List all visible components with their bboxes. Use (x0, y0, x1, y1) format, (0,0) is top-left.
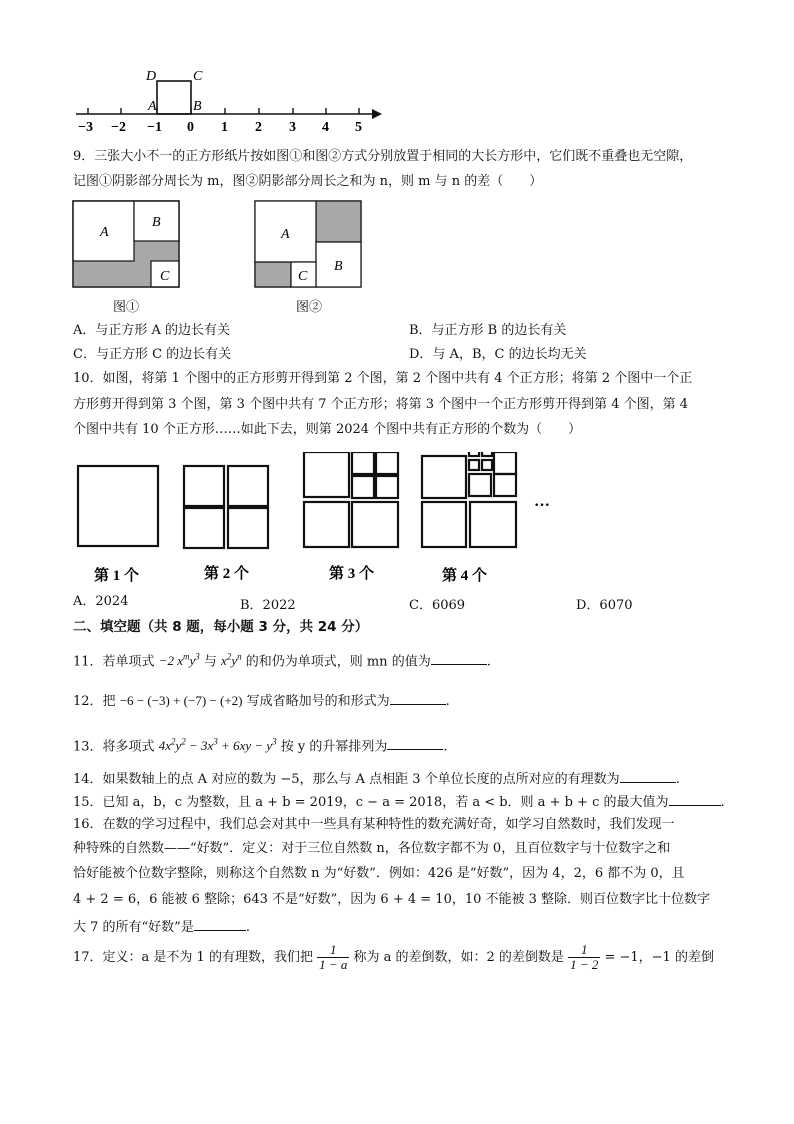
q13: 13．将多项式 $4x^2y^2 - 3x^3 + 6xy - y^3$ 按 y 的升幂排列为 . (73, 737, 448, 755)
point-c-label: C (193, 69, 203, 84)
q16-line2: 种特殊的自然数——“好数”．定义：对于三位自然数 n，各位数字都不为 0，且百位数字与十位数字之和 (73, 841, 671, 856)
answer-blank[interactable] (390, 692, 446, 705)
q14-text: 14．如果数轴上的点 A 对应的数为 −5，那么与 A 点相距 3 个单位长度的点所对应的有理数为 (73, 772, 620, 787)
q10-figure (74, 452, 554, 590)
q13-suffix: 按 y 的升幂排列为 (276, 739, 388, 755)
q10-option-a: A．2024 (73, 594, 129, 609)
q12-expression: −6 − (−3) + (−7) − (+2) (119, 693, 243, 708)
q9-figure-1 (72, 200, 182, 290)
tick-label: 3 (289, 120, 296, 134)
point-a-label: A (148, 99, 157, 114)
point-d-label: D (146, 69, 157, 84)
q17-tail: = −1，−1 的差倒 (600, 950, 714, 965)
q9-text-line2: 记图①阴影部分周长为 m，图②阴影部分周长之和为 n，则 m 与 n 的差（ ） (73, 174, 543, 189)
q9-fig2-caption: 图② (296, 300, 323, 315)
q11-prefix: 11．若单项式 (73, 654, 159, 670)
q11-mid: 与 (199, 654, 222, 670)
tick-label: −3 (78, 120, 93, 134)
q9-option-d: D．与 A，B，C 的边长均无关 (409, 347, 587, 362)
answer-blank[interactable] (431, 652, 487, 665)
square-c-label: C (160, 269, 170, 284)
q9-fig1-caption: 图① (113, 300, 140, 315)
q10-caption: 第 4 个 (442, 568, 488, 584)
q12-suffix: 写成省略加号的和形式为 (242, 694, 390, 709)
q11-suffix: 的和仍为单项式，则 mn 的值为 (241, 654, 431, 670)
q14: 14．如果数轴上的点 A 对应的数为 −5，那么与 A 点相距 3 个单位长度的点所对应的有理数为 . (73, 772, 680, 787)
q11-term1: −2 $x^my^3$ (158, 652, 200, 669)
q16-line4: 4 + 2 = 6，6 能被 6 整除；643 不是“好数”，因为 6 + 4 = 10，10 不能被 3 整除．则百位数字比十位数字 (73, 892, 711, 907)
point-b-label: B (193, 99, 202, 114)
q17-fraction-example: $\frac{1}{1 - 2}$ (570, 942, 599, 972)
square-a-label: A (281, 227, 290, 242)
unit-square-abcd (157, 81, 191, 114)
q11: 11．若单项式 −2 $x^my^3$ 与 $x^2y^n$ 的和仍为单项式，则 mn 的值为 . (73, 652, 491, 670)
q10-text-line1: 10．如图，将第 1 个图中的正方形剪开得到第 2 个图，第 2 个图中共有 4 个正方形；将第 2 个图中一个正 (73, 371, 693, 386)
q10-option-d: D．6070 (576, 598, 633, 613)
q17-prefix: 17．定义：a 是不为 1 的有理数，我们把 (73, 950, 318, 965)
q15-text: 15．已知 a，b，c 为整数，且 a + b = 2019，c − a = 2018，若 a < b．则 a + b + c 的最大值为 (73, 795, 669, 810)
q10-caption: 第 2 个 (204, 566, 250, 582)
q13-prefix: 13．将多项式 (73, 739, 159, 755)
square-b-label: B (334, 259, 343, 274)
q17-fraction-definition: $\frac{1}{1 - a}$ (319, 942, 348, 972)
q10-text-line2: 方形剪开得到第 3 个图，第 3 个图中共有 7 个正方形；将第 3 个图中一个正方形剪开得到第 4 个图，第 4 (73, 397, 689, 412)
tick-label: −1 (147, 120, 162, 134)
tick-label: −2 (111, 120, 126, 134)
square-b-label: B (152, 215, 161, 230)
square-a-label: A (100, 225, 109, 240)
q16-line1: 16．在数的学习过程中，我们总会对其中一些具有某种特性的数充满好奇，如学习自然数时，我们发现一 (73, 817, 675, 832)
tick-label: 1 (221, 120, 228, 134)
q17-mid: 称为 a 的差倒数，如：2 的差倒数是 (349, 950, 569, 965)
q15: 15．已知 a，b，c 为整数，且 a + b = 2019，c − a = 2018，若 a < b．则 a + b + c 的最大值为 . (73, 795, 725, 810)
q9-text-line1: 9．三张大小不一的正方形纸片按如图①和图②方式分别放置于相同的大长方形中，它们既不重叠也无空隙， (73, 149, 693, 164)
q13-polynomial: $4x^2y^2 - 3x^3 + 6xy - y^3$ (158, 737, 277, 754)
q10-caption: 第 1 个 (94, 568, 140, 584)
section-2-heading: 二、填空题（共 8 题，每小题 3 分，共 24 分） (73, 619, 369, 635)
q16-line5: 大 7 的所有“好数”是 . (73, 920, 250, 935)
square-c-label: C (298, 269, 308, 284)
q9-option-a: A．与正方形 A 的边长有关 (73, 323, 231, 338)
answer-blank[interactable] (387, 737, 443, 750)
q10-ellipsis: ··· (534, 497, 551, 514)
tick-label: 0 (187, 120, 194, 134)
q16-line3: 恰好能被个位数字整除，则称这个自然数 n 为“好数”．例如：426 是“好数”，因为 4，2，6 都不为 0，且 (73, 866, 685, 881)
tick-label: 4 (322, 120, 329, 134)
q12: 12．把 −6 − (−3) + (−7) − (+2) 写成省略加号的和形式为 . (73, 693, 450, 709)
q17 (73, 940, 714, 976)
answer-blank[interactable] (620, 770, 676, 783)
q10-option-c: C．6069 (409, 598, 466, 613)
q9-figure-2 (254, 200, 364, 290)
number-line-figure (70, 64, 390, 134)
answer-blank[interactable] (669, 793, 721, 806)
answer-blank[interactable] (194, 918, 246, 931)
q11-term2: $x^2y^n$ (221, 652, 242, 669)
q10-text-line3: 个图中共有 10 个正方形……如此下去，则第 2024 个图中共有正方形的个数为（ ） (73, 422, 582, 437)
tick-label: 5 (355, 120, 362, 134)
tick-label: 2 (255, 120, 262, 134)
q9-option-b: B．与正方形 B 的边长有关 (409, 323, 567, 338)
q9-option-c: C．与正方形 C 的边长有关 (73, 347, 232, 362)
q10-caption: 第 3 个 (329, 566, 375, 582)
q12-prefix: 12．把 (73, 694, 120, 709)
q10-option-b: B．2022 (240, 598, 296, 613)
